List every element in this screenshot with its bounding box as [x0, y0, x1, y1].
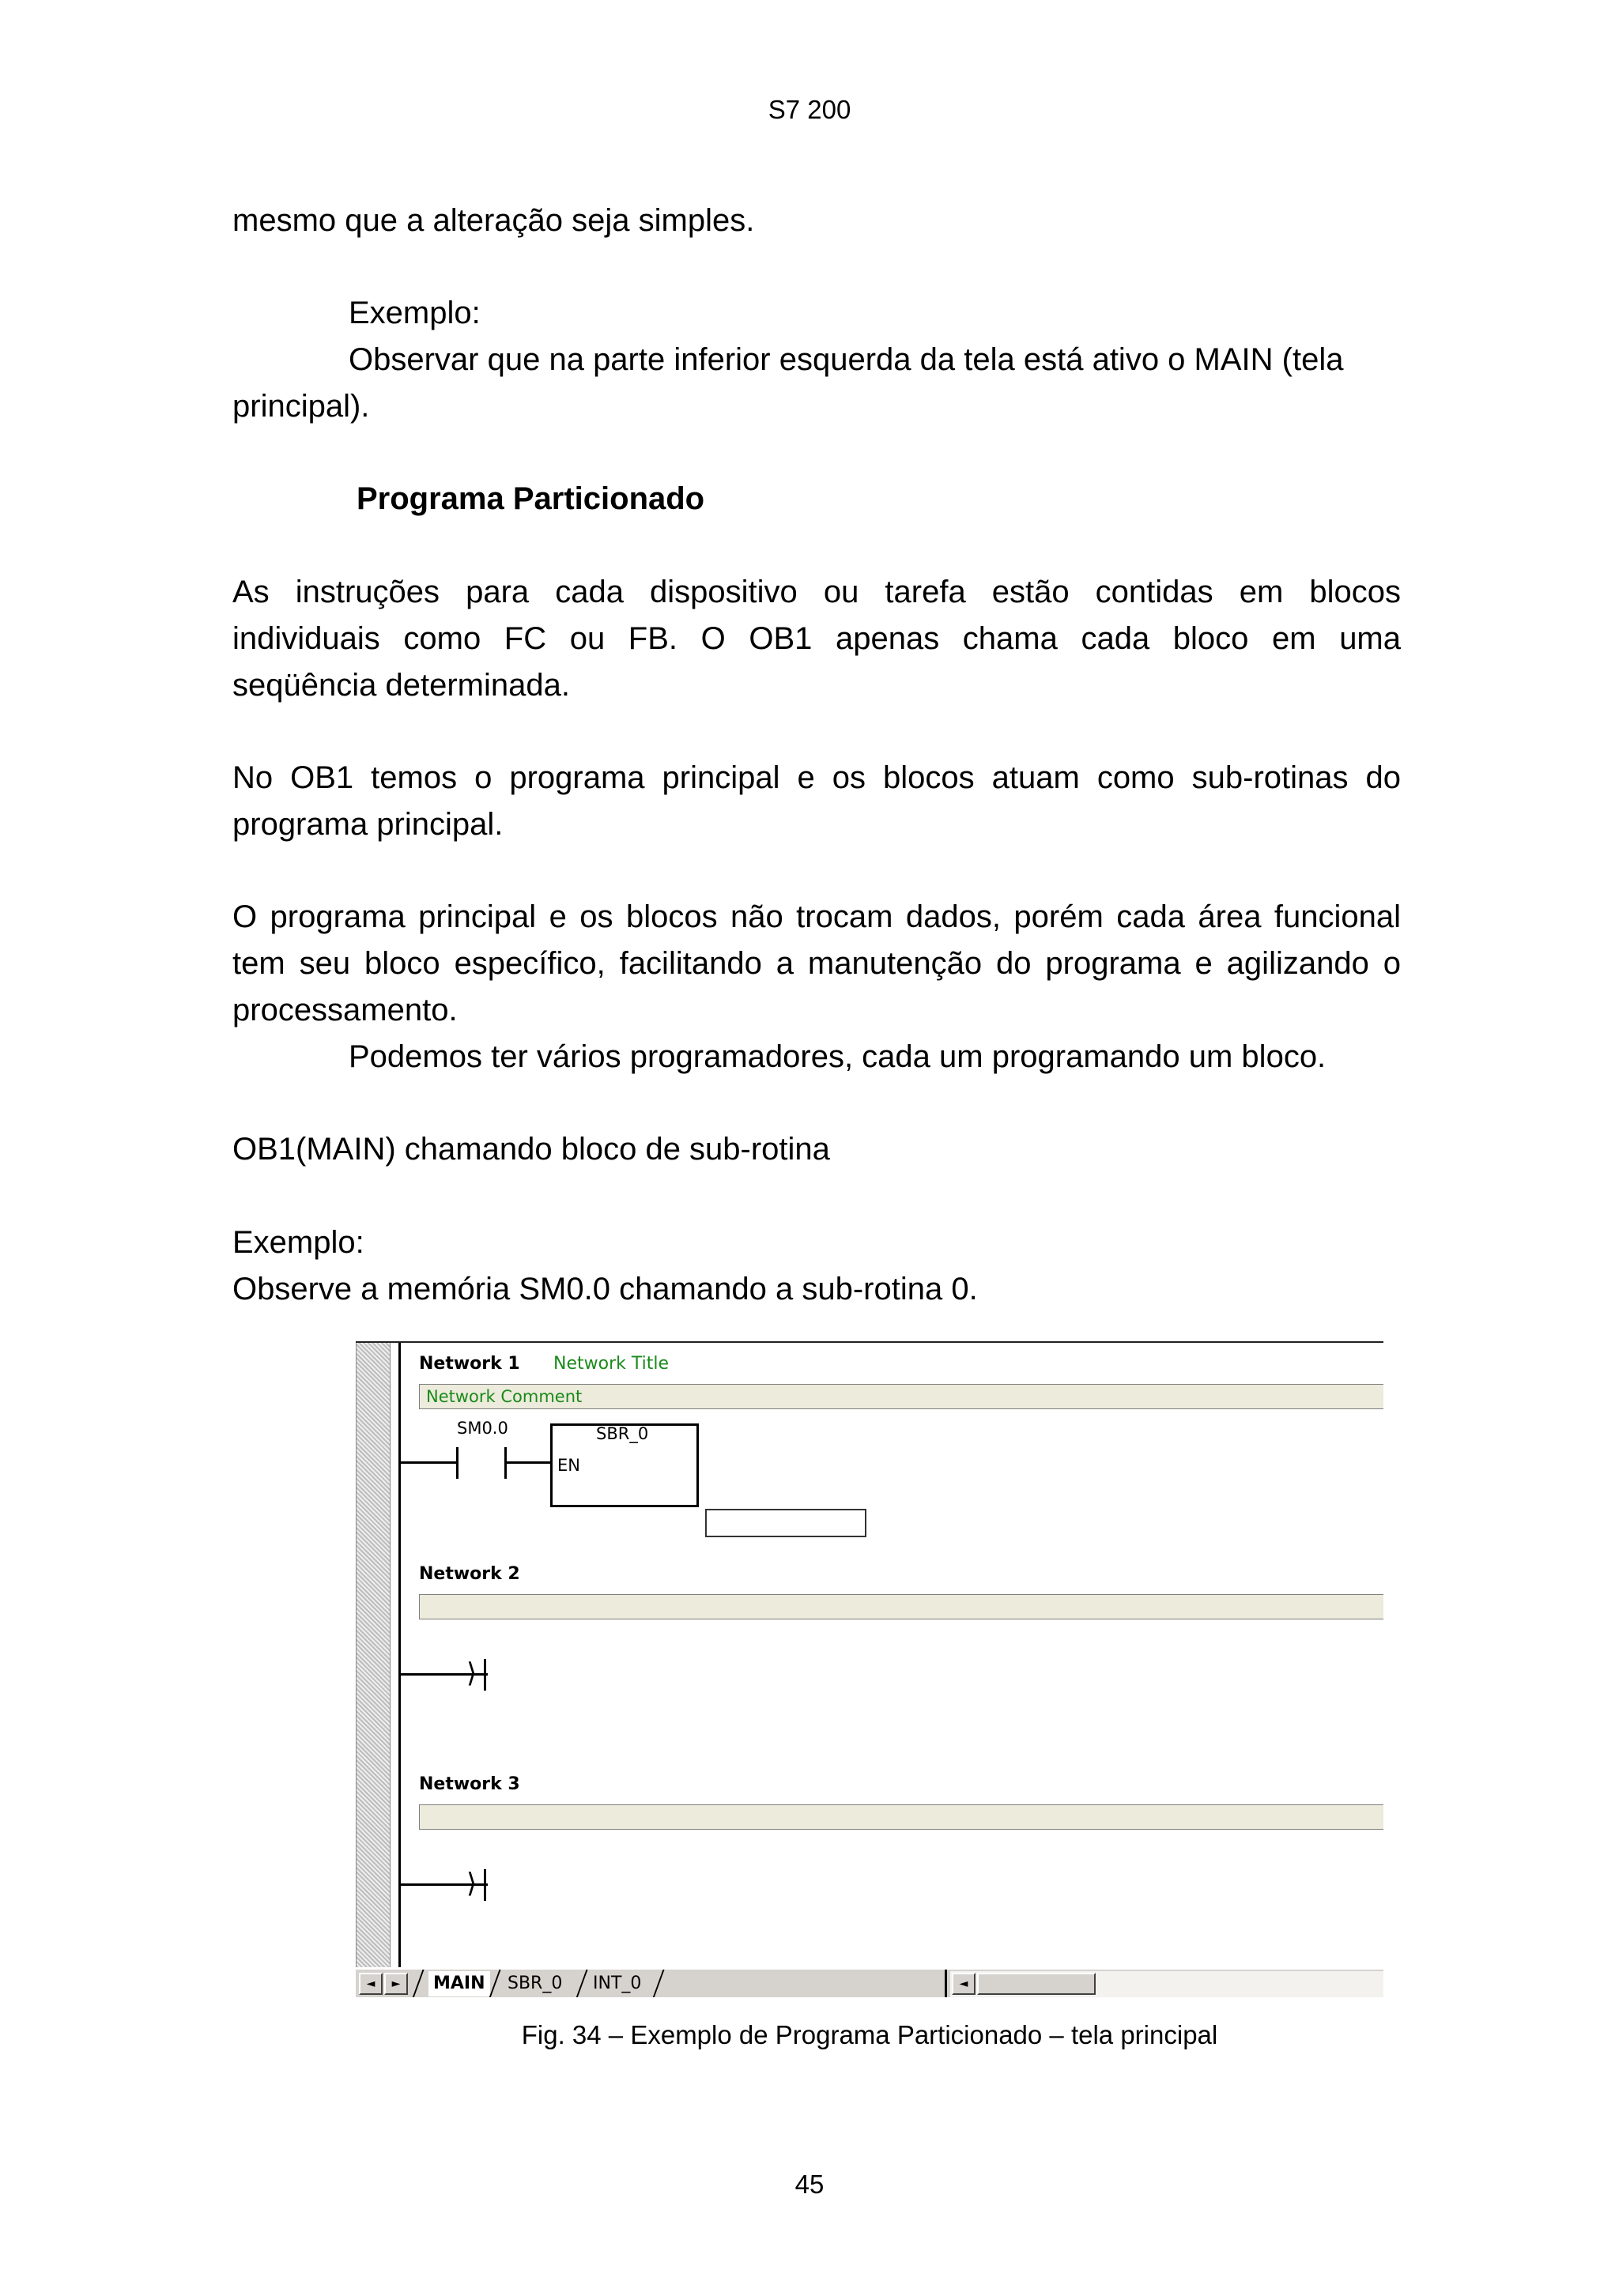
tab-bar: [356, 1969, 1383, 1997]
subroutine-call-box[interactable]: [550, 1423, 699, 1507]
rung-end-bar: [484, 1659, 486, 1691]
paragraph: processamento.: [232, 993, 458, 1027]
network-3-title[interactable]: Network 3: [419, 1774, 520, 1794]
tab-int-0[interactable]: INT_0: [593, 1974, 642, 1993]
tab-sbr-0[interactable]: SBR_0: [508, 1974, 563, 1993]
rung-wire: [506, 1461, 550, 1464]
splitter[interactable]: [945, 1970, 947, 1997]
editor-gutter: [356, 1343, 391, 1967]
paragraph: seqüência determinada.: [232, 668, 570, 703]
paragraph: mesmo que a alteração seja simples.: [232, 203, 755, 238]
network-2-title[interactable]: Network 2: [419, 1564, 520, 1584]
paragraph: principal).: [232, 389, 370, 424]
figure-caption: Fig. 34 – Exemplo de Programa Particionado – tela principal: [521, 2020, 1218, 2049]
paragraph: No OB1 temos o programa principal e os blocos atuam como sub-rotinas do: [232, 760, 1401, 795]
tab-main[interactable]: MAIN: [428, 1971, 490, 1996]
network-1-comment[interactable]: Network Comment: [419, 1384, 1383, 1409]
paragraph: As instruções para cada dispositivo ou tarefa estão contidas em blocos: [232, 575, 1401, 609]
network-1-title[interactable]: Network 1: [419, 1354, 520, 1374]
rung-end-icon: ⟩: [466, 1868, 477, 1899]
horizontal-scrollbar[interactable]: [950, 1971, 1383, 1997]
paragraph: Podemos ter vários programadores, cada um programando um bloco.: [349, 1039, 1327, 1074]
network-2-comment[interactable]: [419, 1594, 1383, 1619]
paragraph: Exemplo:: [349, 296, 481, 330]
subroutine-box-title: SBR_0: [596, 1424, 649, 1443]
power-rail: [398, 1343, 401, 1967]
cursor-cell[interactable]: [705, 1509, 866, 1537]
tab-separator: [489, 1970, 500, 1997]
page-header: S7 200: [768, 95, 851, 124]
network-3-comment[interactable]: [419, 1804, 1383, 1830]
paragraph: programa principal.: [232, 807, 504, 842]
rung-end-bar: [484, 1869, 486, 1901]
ladder-editor-figure: [356, 1341, 1383, 1997]
network-1-subtitle[interactable]: Network Title: [553, 1354, 669, 1374]
paragraph: tem seu bloco específico, facilitando a manutenção do programa e agilizando o: [232, 946, 1401, 981]
paragraph: Exemplo:: [232, 1225, 364, 1260]
paragraph: OB1(MAIN) chamando bloco de sub-rotina: [232, 1132, 830, 1167]
tab-separator: [652, 1970, 664, 1997]
paragraph: individuais como FC ou FB. O OB1 apenas chama cada bloco em uma: [232, 621, 1401, 656]
rung-end-icon: ⟩: [466, 1657, 477, 1689]
tab-scroll-left-button[interactable]: ◄: [359, 1973, 383, 1995]
scroll-thumb[interactable]: [977, 1973, 1096, 1995]
paragraph: Observar que na parte inferior esquerda da tela está ativo o MAIN (tela: [349, 342, 1344, 377]
scroll-left-button[interactable]: ◄: [952, 1973, 976, 1995]
tab-separator: [576, 1970, 587, 1997]
contact-label: SM0.0: [457, 1419, 508, 1438]
paragraph: O programa principal e os blocos não trocam dados, porém cada área funcional: [232, 899, 1401, 934]
paragraph: Observe a memória SM0.0 chamando a sub-rotina 0.: [232, 1272, 978, 1306]
section-heading: Programa Particionado: [357, 481, 705, 516]
contact-left-bar[interactable]: [456, 1447, 459, 1479]
page-number: 45: [794, 2170, 825, 2199]
tab-separator: [412, 1970, 424, 1997]
subroutine-box-en: EN: [557, 1456, 580, 1475]
rung-wire: [401, 1461, 456, 1464]
tab-scroll-right-button[interactable]: ►: [384, 1973, 408, 1995]
